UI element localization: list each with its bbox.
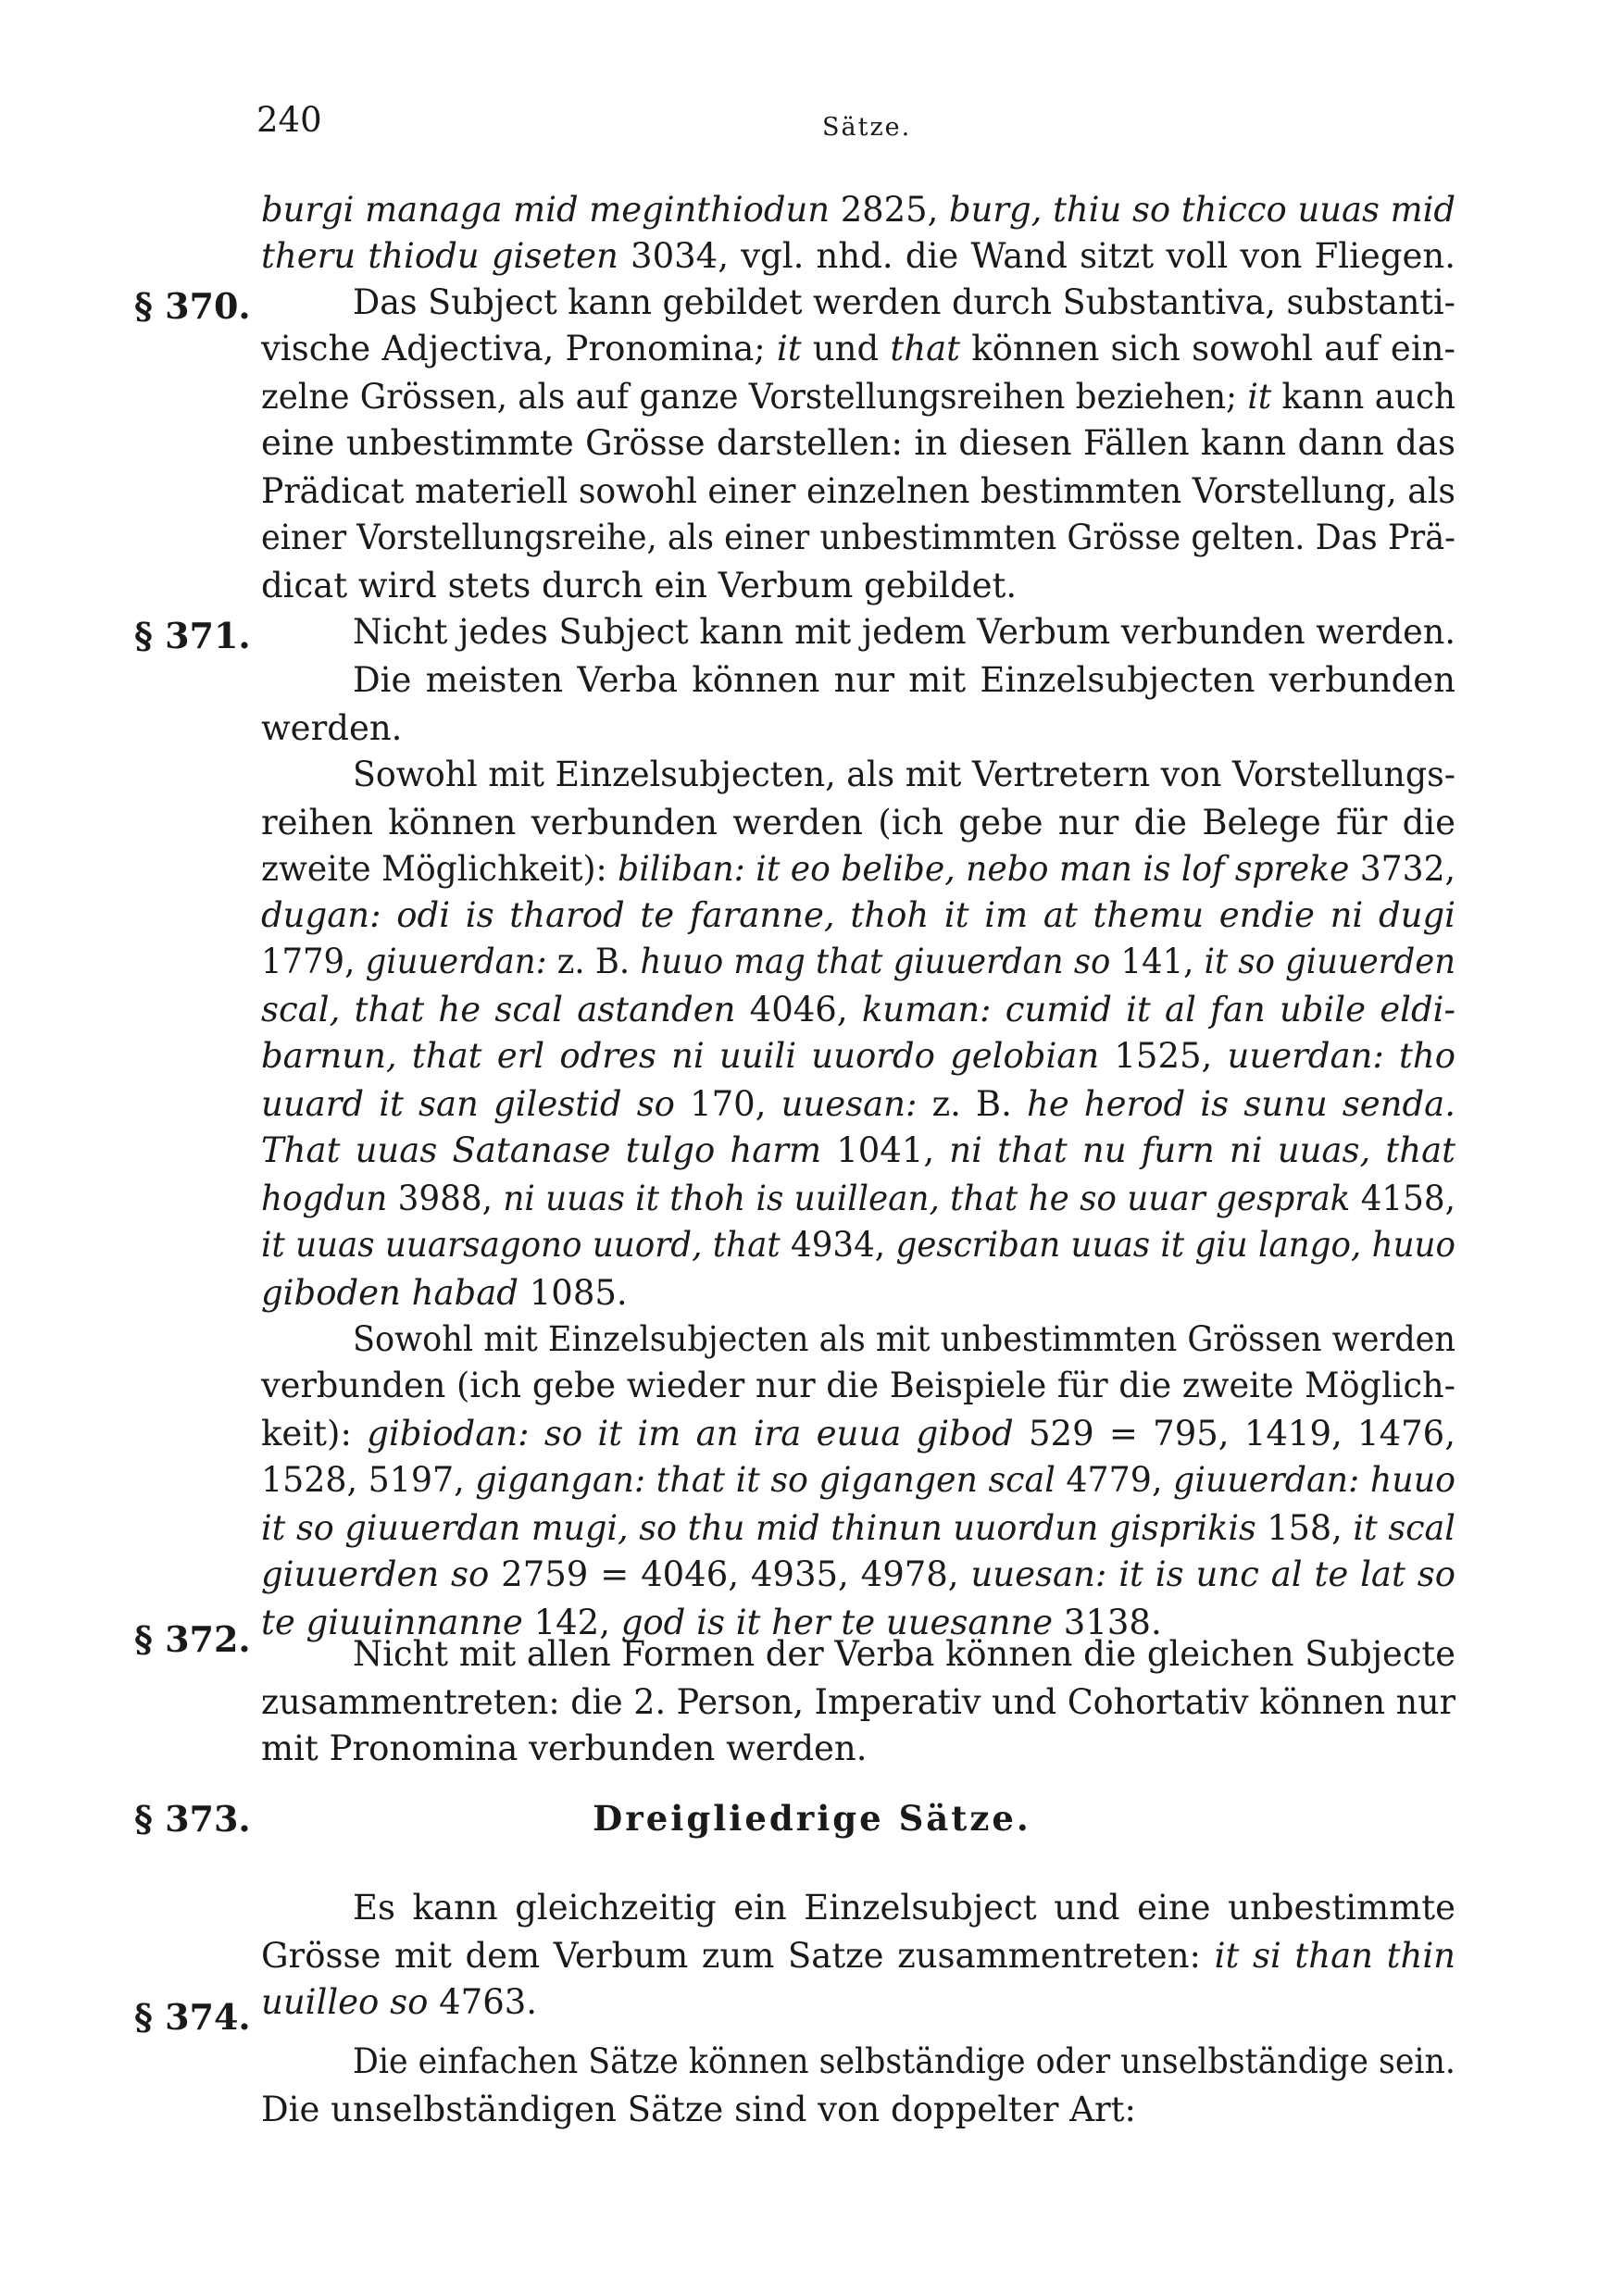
text-line [353,1319,1455,1359]
text-run: 3732, [1349,849,1455,889]
text-line [261,377,1455,417]
text-line [261,1508,1455,1548]
text-line [261,1368,1455,1403]
text-line [261,944,1455,979]
italic-text: scal, that he scal astanden [261,990,736,1029]
italic-text: uuesan: it is unc al te lat so [970,1554,1455,1594]
text-line [261,2092,1136,2127]
text-line [353,1888,1455,1928]
text-run: reihen können verbunden werden (ich gebe nur die Belege für die [261,803,1455,842]
text-run: Die einfachen Sätze können selbständige oder unselbständige sein. [353,2041,1455,2081]
italic-text: it [776,329,802,368]
text-run: Die unselbständigen Sätze sind von doppelter Art: [261,2090,1136,2129]
italic-text: it so giuuerdan mugi, so thu mid thinun uuordun gisprikis [261,1508,1256,1548]
text-line [261,1414,1455,1454]
text-line [261,1084,1456,1124]
text-run: 3138. [1053,1603,1162,1642]
text-run: 1085. [518,1273,628,1313]
italic-text: it [1247,377,1272,417]
text-line [353,282,1455,322]
text-run: Sowohl mit Einzelsubjecten, als mit Vertretern von Vorstellungs- [353,755,1455,794]
italic-text: ni uuas it thoh is uuillean, that he so uuar gesprak [503,1179,1351,1218]
text-line [353,757,1455,792]
italic-text: barnun, that erl odres ni uuili uuordo gelobian [261,1036,1100,1076]
italic-text: te giuuinnanne [261,1603,523,1642]
text-line [261,992,1455,1027]
text-line [353,1634,1455,1674]
text-run: keit): [261,1414,368,1454]
text-run: 4158, [1350,1179,1455,1218]
italic-text: that [890,329,961,368]
text-run: z. B. [917,1084,1027,1124]
text-run: 158, [1255,1508,1354,1548]
text-run: kann auch [1271,377,1455,417]
text-run: 142, [522,1603,621,1642]
text-run: Es kann gleichzeitig ein Einzelsubject und eine unbestimmte [353,1888,1455,1928]
text-run: 4779, [1055,1460,1174,1500]
italic-text: hogdun [261,1179,388,1218]
italic-text: dugan: odi is tharod te faranne, thoh it im at themu endie ni dugi [261,895,1455,935]
italic-text: That uuas Satanase tulgo harm [261,1130,822,1170]
text-line [261,471,1455,511]
text-run: einer Vorstellungsreihe, als einer unbestimmten Grösse gelten. Das Prä- [261,518,1455,557]
italic-text: god is it her te uuesanne [620,1603,1054,1642]
text-run: verbunden (ich gebe wieder nur die Beispiele für die zweite Möglich- [261,1366,1455,1405]
text-line [261,1273,628,1313]
section-number-371: § 371. [134,615,251,656]
text-run: 1779, [261,942,366,981]
text-run: dicat wird stets durch ein Verbum gebildet. [261,566,1018,605]
section-number-373: § 373. [134,1798,251,1840]
text-run: Grösse mit dem Verbum zum Satze zusammentreten: [261,1936,1215,1976]
text-run: Das Subject kann gebildet werden durch Substantiva, substanti- [353,282,1455,322]
text-run: Nicht jedes Subject kann mit jedem Verbum verbunden werden. [353,612,1455,652]
page-number: 240 [256,100,322,140]
italic-text: it uuas uuarsagono uuord, that [261,1225,781,1265]
italic-text: uuilleo so [261,1982,429,2022]
text-line [261,895,1455,935]
text-line [261,1682,1455,1722]
text-run: 2825, [840,190,950,230]
italic-text: giuuerden so [261,1554,490,1594]
italic-text: giuuerdan: [365,942,547,981]
italic-text: it so giuuerden [1204,942,1455,981]
text-line [261,1936,1455,1976]
italic-text: burgi managa mid meginthiodun [261,190,841,230]
text-line [353,660,1455,700]
text-line [261,849,1455,889]
text-line [353,2041,1455,2081]
text-line [261,805,1455,840]
italic-text: uuard it san gilestid so [261,1084,675,1124]
text-run: 4934, [780,1225,896,1265]
text-run: mit Pronomina verbunden werden. [261,1728,868,1768]
text-run: 2759 = 4046, 4935, 4978, [489,1554,971,1594]
text-line [261,520,1455,555]
text-line [261,1225,1455,1265]
text-run: Nicht mit allen Formen der Verba können die gleichen Subjecte [353,1634,1455,1674]
text-run: 4046, [735,990,862,1029]
text-line [261,1036,1455,1076]
italic-text: giboden habad [261,1273,518,1313]
section-number-370: § 370. [134,285,251,327]
italic-text: it scal [1353,1508,1455,1548]
text-run: 170, [674,1084,781,1124]
italic-text: huuo mag that giuuerdan so [640,942,1111,981]
text-run: 1041, [821,1130,950,1170]
text-run: 3988, [387,1179,504,1218]
text-run: zelne Grössen, als auf ganze Vorstellungsreihen beziehen; [261,377,1248,417]
text-run: 4763. [428,1982,538,2022]
text-run: Prädicat materiell sowohl einer einzelnen bestimmten Vorstellung, als [261,471,1455,511]
italic-text: biliban: it eo belibe, nebo man is lof spreke [618,849,1350,889]
italic-text: uuesan: [781,1084,918,1124]
text-line [261,1982,538,2022]
text-run: eine unbestimmte Grösse darstellen: in diesen Fällen kann dann das [261,423,1455,463]
text-run: 3034, vgl. nhd. die Wand sitzt voll von Fliegen. [631,236,1455,276]
text-line [353,612,1455,652]
text-line [261,1554,1455,1594]
text-run: zusammentreten: die 2. Person, Imperativ und Cohortativ können nur [261,1682,1455,1722]
text-line [261,708,403,748]
text-line [261,190,1455,230]
italic-text: gibiodan: so it im an ira euua gibod [367,1414,1014,1454]
text-run: können sich sowohl auf ein- [960,329,1455,368]
italic-text: it si than thin [1214,1936,1455,1976]
italic-text: he herod is sunu senda. [1026,1084,1456,1124]
text-run: Die meisten Verba können nur mit Einzelsubjecten verbunden [353,660,1455,700]
running-head: Sätze. [822,113,912,142]
text-line [261,423,1455,463]
text-run: 1525, [1099,1036,1228,1076]
text-run: vische Adjectiva, Pronomina; [261,329,777,368]
italic-text: gescriban uuas it giu lango, huuo [895,1225,1455,1265]
text-run: werden. [261,708,403,748]
italic-text: uuerdan: tho [1227,1036,1455,1076]
text-line [261,1130,1455,1170]
text-run: zweite Möglichkeit): [261,849,618,889]
text-run: z. B. [546,942,641,981]
section-heading-373: Dreigliedrige Sätze. [593,1798,1031,1839]
italic-text: ni that nu furn ni uuas, that [949,1130,1455,1170]
text-line [261,1181,1455,1216]
italic-text: theru thiodu giseten [261,236,631,276]
italic-text: burg, thiu so thicco uuas mid [949,190,1455,230]
section-number-372: § 372. [134,1618,251,1660]
text-line [261,236,1455,276]
text-line [261,1728,868,1768]
italic-text: kuman: cumid it al fan ubile eldi- [861,990,1455,1029]
text-line [261,1460,1455,1500]
text-line [261,331,1455,366]
text-run: und [801,329,891,368]
text-run: Sowohl mit Einzelsubjecten als mit unbestimmten Grössen werden [353,1319,1455,1359]
text-run: 141, [1110,942,1205,981]
italic-text: giuuerdan: huuo [1173,1460,1455,1500]
italic-text: gigangan: that it so gigangen scal [475,1460,1056,1500]
text-run: 1528, 5197, [261,1460,476,1500]
section-number-374: § 374. [134,1996,251,2038]
text-run: 529 = 795, 1419, 1476, [1013,1414,1455,1454]
text-line [261,568,1017,603]
